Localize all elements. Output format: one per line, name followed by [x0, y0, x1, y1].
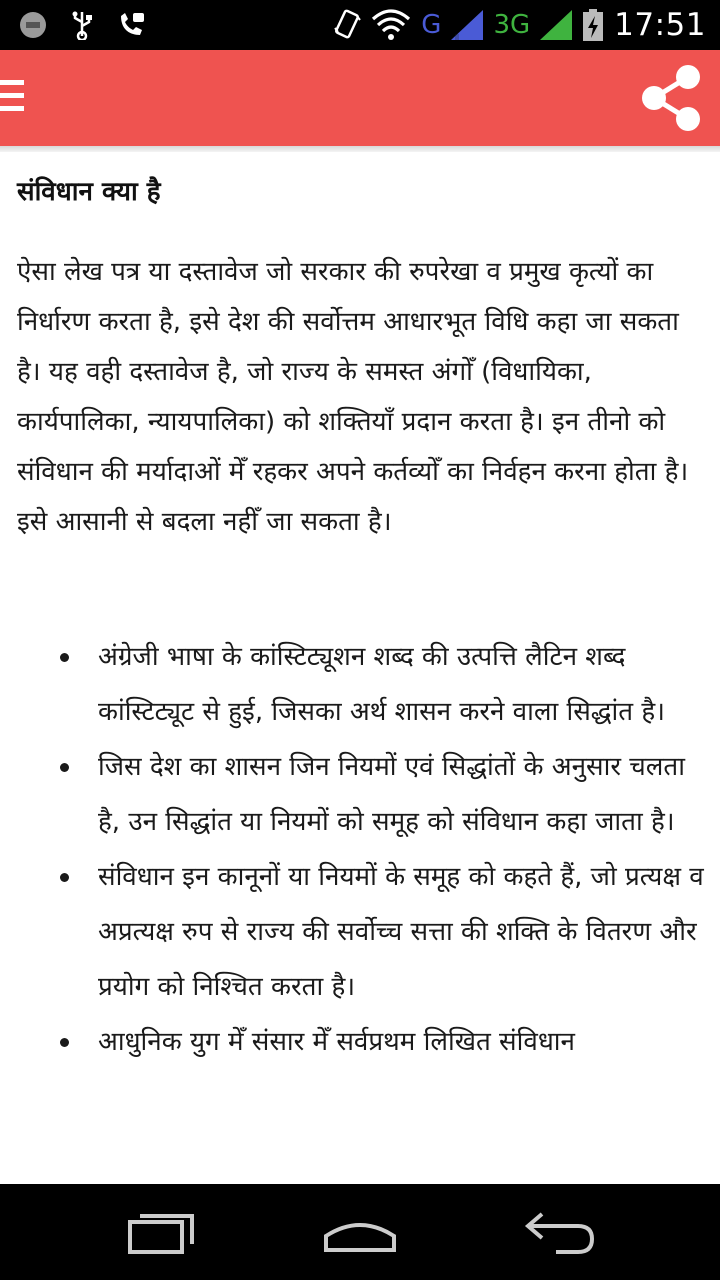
usb-icon — [70, 10, 94, 40]
wifi-icon — [371, 9, 411, 41]
signal-bars-3g-icon — [540, 10, 572, 40]
bullet-dot-icon — [60, 1038, 69, 1047]
list-item: आधुनिक युग मेँ संसार मेँ सर्वप्रथम लिखित संविधान — [60, 1015, 710, 1070]
status-bar — [0, 0, 720, 50]
home-icon[interactable] — [322, 1208, 398, 1258]
bullet-dot-icon — [60, 653, 69, 662]
app-bar — [0, 50, 720, 146]
back-icon[interactable] — [522, 1208, 596, 1258]
network-g-label: G — [421, 10, 442, 40]
article-heading: संविधान क्या है — [17, 177, 161, 207]
signal-bars-icon — [451, 10, 483, 40]
network-3g-label: 3G — [493, 10, 531, 40]
app-notification-icon — [18, 10, 48, 40]
vibrate-icon — [333, 8, 361, 42]
article-bullet-list — [60, 630, 710, 1070]
status-indicators — [333, 6, 706, 44]
system-nav-bar — [0, 1184, 720, 1280]
list-item: अंग्रेजी भाषा के कांस्टिट्यूशन शब्द की उत्पत्ति लैटिन शब्द कांस्टिट्यूट से हुई, जिसका अर्थ शासन करने वाला सिद्धांत है। — [60, 630, 710, 740]
missed-call-icon — [116, 10, 146, 40]
status-notifications — [18, 10, 146, 40]
article-content[interactable] — [0, 152, 720, 1184]
list-item: संविधान इन कानूनों या नियमों के समूह को कहते हैं, जो प्रत्यक्ष व अप्रत्यक्ष रुप से राज्य की सर्वोच्च सत्ता की शक्ति के वितरण और प्रयोग को निश्चित करता है। — [60, 850, 710, 1015]
list-item: जिस देश का शासन जिन नियमों एवं सिद्धांतों के अनुसार चलता है, उन सिद्धांत या नियमों को समूह को संविधान कहा जाता है। — [60, 740, 710, 850]
article-paragraph: ऐसा लेख पत्र या दस्तावेज जो सरकार की रुपरेखा व प्रमुख कृत्यों का निर्धारण करता है, इसे देश की सर्वोत्तम आधारभूत विधि कहा जा सकता है। यह वही दस्तावेज है, जो राज्य के समस्त अंगोँ (विधायिका, कार्यपालिका, न्यायपालिका) को शक्तियाँ प्रदान करता है। इन तीनो को संविधान की मर्यादाओं मेँ रहकर अपने कर्तव्योँ का निर्वहन करना होता है। इसे आसानी से बदला नहीँ जा सकता है। — [17, 257, 689, 537]
recent-apps-icon[interactable] — [126, 1208, 198, 1258]
share-icon[interactable] — [638, 62, 706, 134]
battery-charging-icon — [582, 8, 604, 42]
status-time: 17:51 — [614, 7, 706, 43]
bullet-dot-icon — [60, 763, 69, 772]
bullet-dot-icon — [60, 873, 69, 882]
hamburger-menu-icon[interactable] — [0, 80, 26, 116]
